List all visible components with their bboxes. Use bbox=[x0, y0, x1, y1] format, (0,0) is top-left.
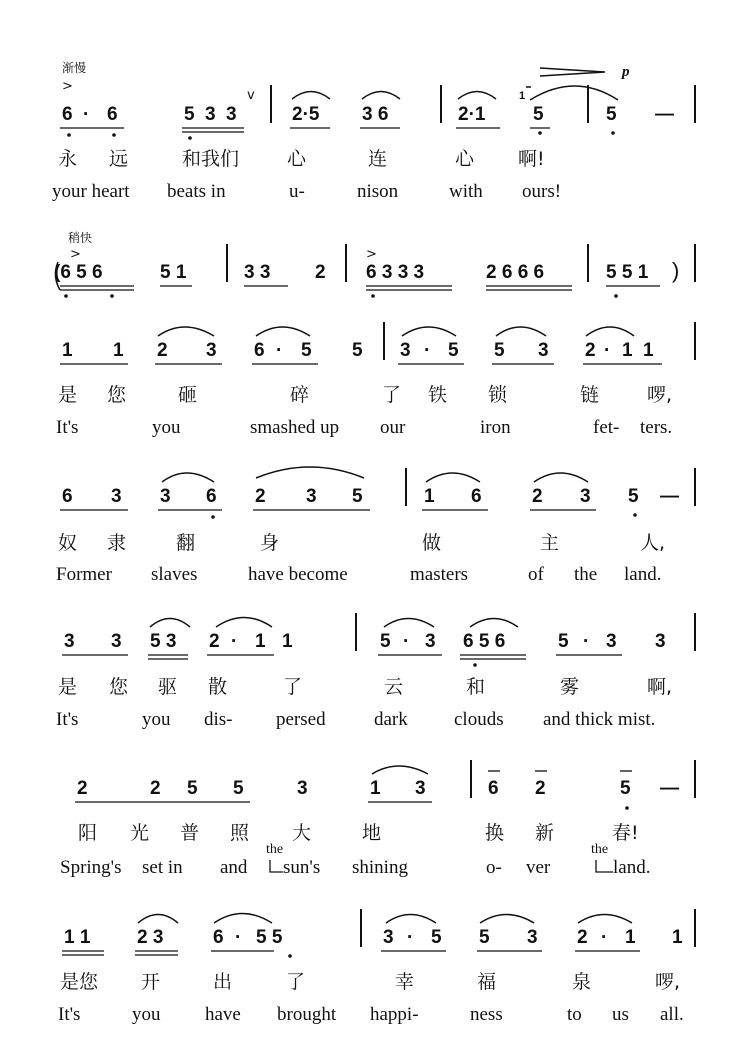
slur bbox=[292, 92, 330, 100]
lyric-cn: 是 bbox=[58, 676, 78, 698]
note: 3 bbox=[297, 778, 308, 799]
lyric-cn: 翻 bbox=[176, 532, 196, 554]
duration-underline bbox=[148, 655, 188, 659]
lyric-cn: 和 bbox=[466, 676, 486, 698]
slur bbox=[384, 619, 434, 628]
lyric-cn: 了 bbox=[286, 971, 306, 993]
note: 1 bbox=[424, 486, 435, 507]
note: 5 bbox=[301, 340, 312, 361]
octave-dot bbox=[625, 806, 629, 810]
lyric-cn: 主 bbox=[540, 532, 560, 554]
lyric-en: of bbox=[528, 564, 544, 585]
lyric-en: you bbox=[152, 417, 181, 438]
lyric-cn: 地 bbox=[362, 822, 382, 844]
note-group: 5 1 bbox=[160, 262, 187, 283]
note: 2·5 bbox=[292, 104, 320, 125]
elision-bracket bbox=[270, 860, 283, 872]
slur bbox=[216, 618, 272, 628]
note-dot: · bbox=[424, 340, 431, 361]
lyric-cn: 永 bbox=[58, 148, 78, 170]
close-paren: ) bbox=[672, 258, 680, 283]
slur bbox=[256, 327, 310, 336]
decrescendo-hairpin bbox=[540, 68, 605, 76]
lyric-en: slaves bbox=[151, 564, 198, 585]
lyric-en: fet- bbox=[593, 417, 620, 438]
note: 1 bbox=[62, 340, 73, 361]
note-group: 5 5 bbox=[256, 927, 283, 948]
lyric-en: dark bbox=[374, 709, 408, 730]
octave-dot bbox=[538, 131, 542, 135]
note-group: 5 3 bbox=[150, 631, 177, 652]
note: 5 bbox=[352, 340, 363, 361]
note: 6 bbox=[213, 927, 224, 948]
note: 5 bbox=[448, 340, 459, 361]
slur bbox=[256, 467, 364, 478]
note: 2 bbox=[255, 486, 266, 507]
note-group: 2 6 6 6 bbox=[486, 262, 545, 283]
slur bbox=[534, 473, 588, 482]
lyric-en: us bbox=[612, 1004, 629, 1025]
note: 6 bbox=[254, 340, 265, 361]
lyric-en: It's bbox=[56, 709, 79, 730]
note: 2 bbox=[150, 778, 161, 799]
note-group: 1 1 bbox=[64, 927, 91, 948]
lyric-en: ver bbox=[526, 857, 551, 878]
note: 5 bbox=[352, 486, 363, 507]
tempo-marking: 渐慢 bbox=[62, 61, 87, 75]
octave-dot bbox=[64, 294, 68, 298]
note: 5 bbox=[558, 631, 569, 652]
slur bbox=[496, 327, 546, 336]
lyric-en: dis- bbox=[204, 709, 233, 730]
slur bbox=[578, 915, 632, 924]
lyric-en: have become bbox=[248, 564, 348, 585]
lyric-cn: 隶 bbox=[107, 532, 127, 554]
lyric-en: persed bbox=[276, 709, 326, 730]
lyric-en: sun's bbox=[283, 857, 321, 878]
dynamic-marking: p bbox=[622, 64, 630, 80]
lyric-en: all. bbox=[660, 1004, 684, 1025]
duration-underline bbox=[460, 655, 526, 659]
dash: — bbox=[660, 778, 679, 799]
lyric-cn: 了 bbox=[283, 676, 303, 698]
lyric-en: nison bbox=[357, 181, 399, 202]
octave-dot bbox=[611, 131, 615, 135]
lyric-en: It's bbox=[56, 417, 79, 438]
lyric-cn: 奴 bbox=[58, 532, 78, 554]
lyric-en: your heart bbox=[52, 181, 130, 202]
note-dot: · bbox=[235, 927, 242, 948]
note: 2·1 bbox=[458, 104, 486, 125]
note: 1 bbox=[370, 778, 381, 799]
lyric-cn: 啰, bbox=[655, 971, 681, 993]
dash: — bbox=[660, 486, 679, 507]
lyric-cn: 啰, bbox=[647, 384, 673, 406]
slur bbox=[386, 915, 436, 924]
note: 2 bbox=[209, 631, 220, 652]
slur bbox=[402, 327, 456, 336]
note: 3 bbox=[226, 104, 237, 125]
note: 3 bbox=[111, 631, 122, 652]
note: 3 bbox=[538, 340, 549, 361]
lyric-en: Former bbox=[56, 564, 112, 585]
note: 1 bbox=[672, 927, 683, 948]
note: 5 bbox=[533, 104, 544, 125]
slur bbox=[426, 473, 480, 482]
note-dot: · bbox=[83, 104, 90, 125]
lyric-cn: 啊, bbox=[647, 676, 673, 698]
note: 2 bbox=[77, 778, 88, 799]
duration-underline bbox=[62, 951, 104, 955]
note: 2 bbox=[577, 927, 588, 948]
lyric-cn: 春! bbox=[612, 822, 639, 844]
lyric-cn: 链 bbox=[580, 384, 600, 406]
elision-bracket bbox=[596, 860, 613, 872]
note: 5 bbox=[628, 486, 639, 507]
lyric-en: land. bbox=[613, 857, 651, 878]
lyric-en: have bbox=[205, 1004, 241, 1025]
lyric-en: and bbox=[220, 857, 248, 878]
note: 6 bbox=[488, 778, 499, 799]
note: 3 bbox=[400, 340, 411, 361]
note: 2 bbox=[157, 340, 168, 361]
note: 3 bbox=[64, 631, 75, 652]
lyric-cn: 大 bbox=[292, 822, 312, 844]
slur bbox=[586, 327, 634, 336]
note: 2 bbox=[532, 486, 543, 507]
note-dot: · bbox=[276, 340, 283, 361]
lyric-cn: 是 bbox=[58, 384, 78, 406]
lyric-cn: 雾 bbox=[560, 676, 580, 698]
note: 1 bbox=[255, 631, 266, 652]
note: 5 bbox=[184, 104, 195, 125]
lyric-cn: 开 bbox=[141, 971, 161, 993]
note: 5 bbox=[479, 927, 490, 948]
note: 5 bbox=[187, 778, 198, 799]
lyric-cn: 心 bbox=[455, 148, 475, 170]
note: 2 bbox=[585, 340, 596, 361]
lyric-en: ours! bbox=[522, 181, 562, 202]
octave-dot bbox=[473, 663, 477, 667]
note-dot: · bbox=[604, 340, 611, 361]
lyric-cn: 驱 bbox=[158, 676, 178, 698]
note-group: 2 3 bbox=[137, 927, 164, 948]
lyric-en: smashed up bbox=[250, 417, 340, 438]
note: 1 bbox=[643, 340, 654, 361]
lyric-en: and thick mist. bbox=[543, 709, 656, 730]
duration-underline bbox=[366, 286, 452, 290]
lyric-en: ters. bbox=[640, 417, 673, 438]
lyric-cn: 泉 bbox=[572, 971, 592, 993]
lyric-cn: 了 bbox=[382, 384, 402, 406]
lyric-cn: 远 bbox=[109, 148, 129, 170]
note: 6 bbox=[62, 486, 73, 507]
lyric-en-small: the bbox=[266, 842, 284, 857]
note: 5 bbox=[431, 927, 442, 948]
note: 6 bbox=[107, 104, 118, 125]
accent-mark: > bbox=[70, 247, 81, 262]
lyric-en: Spring's bbox=[60, 857, 122, 878]
note: 3 bbox=[383, 927, 394, 948]
lyric-cn: 您 bbox=[107, 384, 127, 406]
note: 3 bbox=[580, 486, 591, 507]
lyric-cn: 照 bbox=[230, 822, 250, 844]
lyric-cn: 云 bbox=[384, 676, 404, 698]
accent-mark: > bbox=[62, 79, 73, 94]
note-dot: · bbox=[231, 631, 238, 652]
octave-dot bbox=[288, 954, 292, 958]
note: 3 bbox=[527, 927, 538, 948]
note: 3 bbox=[306, 486, 317, 507]
note-group: (6 5 6 bbox=[54, 262, 103, 283]
lyric-cn: 碎 bbox=[290, 384, 310, 406]
duration-underline bbox=[182, 128, 244, 132]
duration-underline bbox=[486, 286, 572, 290]
lyric-en: the bbox=[574, 564, 598, 585]
note: 5 bbox=[494, 340, 505, 361]
note: 3 bbox=[425, 631, 436, 652]
lyric-cn: 换 bbox=[485, 822, 505, 844]
lyric-en: o- bbox=[486, 857, 502, 878]
lyric-cn: 是您 bbox=[60, 971, 99, 993]
note: 3 6 bbox=[362, 104, 389, 125]
lyric-cn: 身 bbox=[260, 532, 280, 554]
note-dot: · bbox=[403, 631, 410, 652]
lyric-en: you bbox=[142, 709, 171, 730]
note: 6 bbox=[206, 486, 217, 507]
lyric-en: land. bbox=[624, 564, 662, 585]
note: 1 bbox=[282, 631, 293, 652]
lyric-cn: 锁 bbox=[488, 384, 508, 406]
lyric-cn: 出 bbox=[213, 971, 233, 993]
octave-dot bbox=[112, 133, 116, 137]
lyric-cn: 心 bbox=[287, 148, 307, 170]
note: 3 bbox=[205, 104, 216, 125]
lyric-cn: 新 bbox=[535, 822, 555, 844]
lyric-en: masters bbox=[410, 564, 469, 585]
note: 2 bbox=[315, 262, 326, 283]
grace-note: 1 bbox=[519, 90, 526, 102]
lyric-cn: 铁 bbox=[428, 384, 448, 406]
slur bbox=[470, 619, 518, 628]
lyric-cn: 福 bbox=[477, 971, 497, 993]
octave-dot bbox=[633, 513, 637, 517]
lyric-cn: 和我们 bbox=[182, 148, 240, 170]
note: 5 bbox=[233, 778, 244, 799]
slur bbox=[162, 473, 214, 482]
dash: — bbox=[655, 104, 674, 125]
note: 3 bbox=[655, 631, 666, 652]
lyric-en: happi- bbox=[370, 1004, 419, 1025]
note: 5 bbox=[606, 104, 617, 125]
note: 6 bbox=[62, 104, 73, 125]
lyric-en: set in bbox=[142, 857, 183, 878]
lyric-cn: 阳 bbox=[78, 822, 98, 844]
open-paren bbox=[55, 262, 60, 290]
note: 5 bbox=[380, 631, 391, 652]
lyric-en: with bbox=[449, 181, 483, 202]
slur bbox=[138, 915, 178, 924]
note-group: 5 5 1 bbox=[606, 262, 649, 283]
lyric-cn: 砸 bbox=[178, 384, 198, 406]
note: 3 bbox=[415, 778, 426, 799]
accent-mark: > bbox=[366, 247, 377, 262]
duration-underline bbox=[135, 951, 178, 955]
lyric-cn: 光 bbox=[130, 822, 150, 844]
octave-dot bbox=[211, 515, 215, 519]
lyric-en: beats in bbox=[167, 181, 226, 202]
breath-mark: v bbox=[247, 88, 255, 103]
slur bbox=[158, 327, 214, 336]
octave-dot bbox=[614, 294, 618, 298]
slur bbox=[458, 92, 496, 100]
lyric-cn: 您 bbox=[109, 676, 129, 698]
note-group: 6 5 6 bbox=[463, 631, 506, 652]
note: 3 bbox=[606, 631, 617, 652]
lyric-cn: 幸 bbox=[395, 971, 415, 993]
lyric-en: shining bbox=[352, 857, 408, 878]
slur bbox=[372, 766, 428, 774]
octave-dot bbox=[188, 136, 192, 140]
octave-dot bbox=[67, 133, 71, 137]
tempo-marking: 稍快 bbox=[68, 231, 93, 245]
lyric-en: It's bbox=[58, 1004, 81, 1025]
lyric-en: brought bbox=[277, 1004, 337, 1025]
note-dot: · bbox=[407, 927, 414, 948]
lyric-en-small: the bbox=[591, 842, 609, 857]
note-dot: · bbox=[601, 927, 608, 948]
lyric-cn: 连 bbox=[368, 148, 388, 170]
lyric-en: clouds bbox=[454, 709, 504, 730]
lyric-cn: 人, bbox=[640, 532, 666, 554]
note-dot: · bbox=[583, 631, 590, 652]
note-group: 3 3 bbox=[244, 262, 271, 283]
slur bbox=[362, 92, 400, 100]
lyric-cn: 普 bbox=[180, 822, 200, 844]
lyric-en: iron bbox=[480, 417, 511, 438]
note: 3 bbox=[111, 486, 122, 507]
note: 1 bbox=[113, 340, 124, 361]
lyric-en: you bbox=[132, 1004, 161, 1025]
note: 1 bbox=[625, 927, 636, 948]
slur bbox=[530, 86, 618, 100]
duration-underline bbox=[60, 286, 134, 290]
lyric-cn: 散 bbox=[208, 676, 228, 698]
lyric-en: our bbox=[380, 417, 406, 438]
note-group: 6 3 3 3 bbox=[366, 262, 425, 283]
octave-dot bbox=[110, 294, 114, 298]
slur bbox=[480, 915, 534, 924]
note: 6 bbox=[471, 486, 482, 507]
lyric-en: ness bbox=[470, 1004, 503, 1025]
lyric-en: u- bbox=[289, 181, 305, 202]
octave-dot bbox=[371, 294, 375, 298]
note: 3 bbox=[160, 486, 171, 507]
lyric-cn: 做 bbox=[422, 532, 442, 554]
slur bbox=[214, 914, 272, 924]
note: 1 bbox=[622, 340, 633, 361]
slur bbox=[150, 619, 190, 628]
note: 3 bbox=[206, 340, 217, 361]
note: 5 bbox=[620, 778, 631, 799]
lyric-cn: 啊! bbox=[518, 148, 545, 170]
note: 2 bbox=[535, 778, 546, 799]
lyric-en: to bbox=[567, 1004, 582, 1025]
